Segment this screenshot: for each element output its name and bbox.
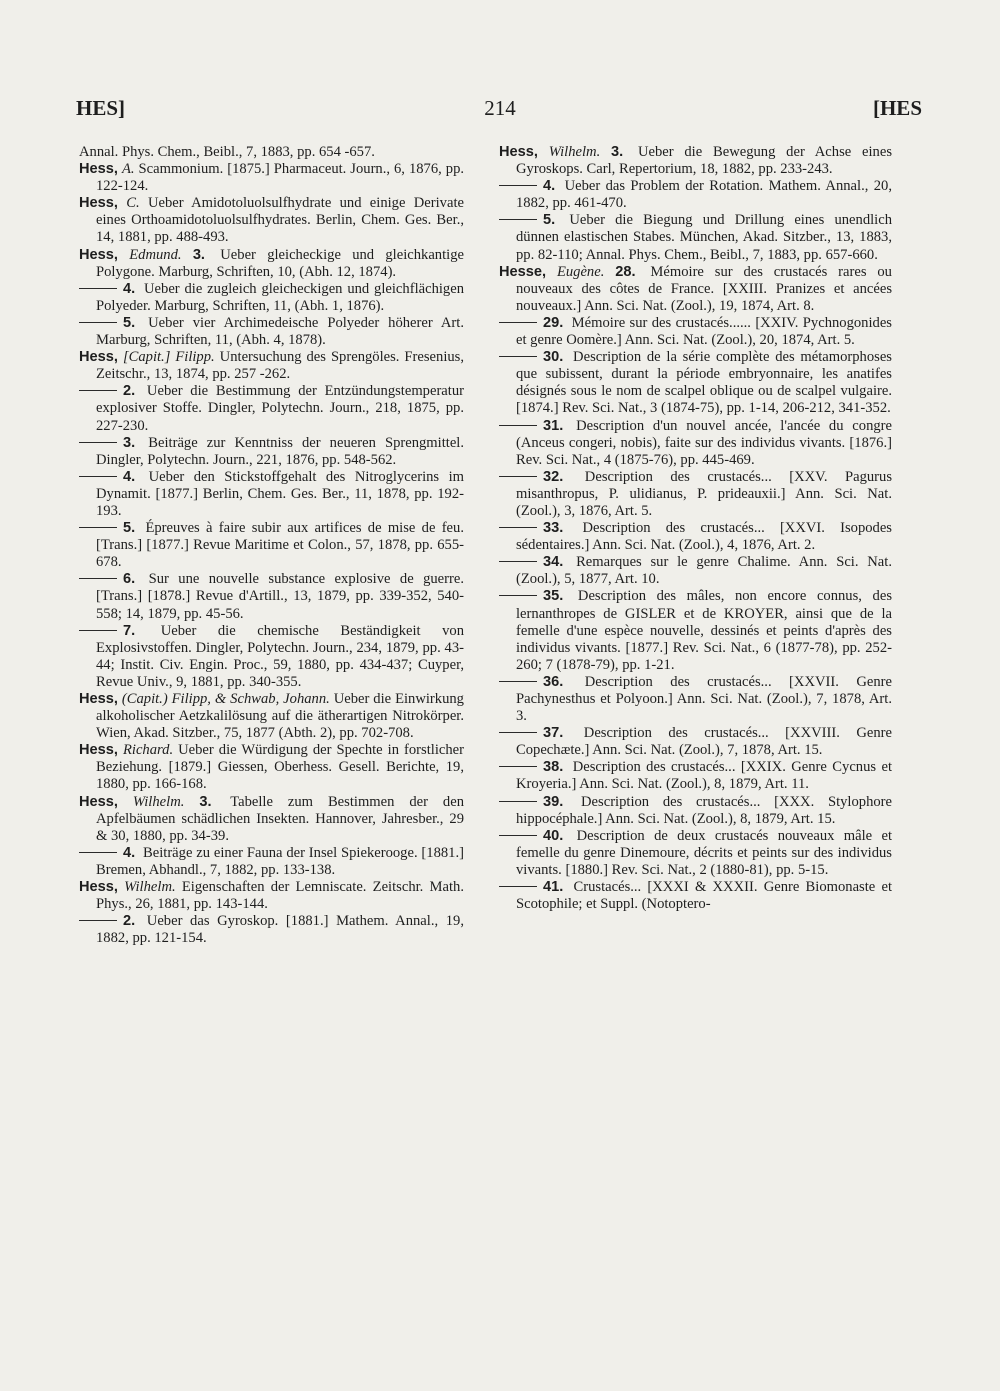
bibliography-entry — [499, 588, 892, 673]
repeat-author-dash — [499, 219, 537, 220]
repeat-author-dash — [499, 561, 537, 562]
header-left: HES] — [76, 96, 126, 120]
bibliography-entry — [499, 725, 892, 759]
entry-text: Description des crustacés... [XXIX. Genre Cycnus et Kroyeria.] Ann. Sci. Nat. (Zool.), 8, 1879, Art. 11. — [516, 759, 892, 793]
entry-text: Eigenschaften der Lemniscate. Zeitschr. Math. Phys., 26, 1881, pp. 143-144. — [96, 879, 464, 913]
repeat-author-dash — [79, 322, 117, 323]
repeat-author-dash — [79, 852, 117, 853]
page-number: 214 — [484, 96, 516, 120]
repeat-author-dash — [79, 527, 117, 528]
entry-number: 38. — [543, 759, 564, 776]
entry-number: 5. — [123, 314, 136, 331]
entry-number: 5. — [123, 520, 136, 537]
entry-number: 30. — [543, 349, 564, 366]
entry-text: Ueber Amidotoluolsulfhydrate und einige Derivate eines Orthoamidotoluolsulfhydrates. Berlin, Chem. Ges. Ber., 14, 1881, pp. 488-493. — [96, 195, 464, 246]
author-forename: Wilhelm. — [548, 144, 601, 160]
author-surname: Hess, — [79, 742, 118, 759]
entry-number: 40. — [543, 827, 564, 844]
bibliography-entry — [499, 879, 892, 913]
bibliography-entry — [79, 913, 464, 947]
author-surname: Hess, — [499, 144, 538, 160]
author-surname: Hess, — [79, 691, 118, 707]
entry-text: Ueber das Problem der Rotation. Mathem. Annal., 20, 1882, pp. 461-470. — [516, 178, 893, 212]
entry-number: 6. — [123, 571, 136, 588]
bibliography-entry — [79, 161, 464, 195]
bibliography-entry — [499, 349, 892, 417]
entry-number: 39. — [543, 793, 564, 810]
entry-text: Épreuves à faire subir aux artifices de mise de feu. [Trans.] [1877.] Revue Maritime et Colon., 57, 1878, pp. 655-678. — [96, 520, 464, 571]
entry-number: 3. — [123, 434, 136, 451]
entry-number: 37. — [543, 725, 564, 742]
entry-text: Description des crustacés... [XXV. Pagurus misanthropus, P. ulidianus, P. prideauxii.] Ann. Sci. Nat. (Zool.), 3, 1876, Art. 5. — [516, 468, 892, 519]
bibliography-entry — [79, 195, 464, 246]
repeat-author-dash — [499, 835, 537, 836]
entry-text: Description des crustacés... [XXX. Stylophore hippocéphale.] Ann. Sci. Nat. (Zool.), 8, 1879, Art. 15. — [516, 793, 892, 827]
repeat-author-dash — [79, 630, 117, 631]
entry-number: 33. — [543, 520, 564, 537]
left-column — [79, 144, 464, 947]
entry-text: Description des mâles, non encore connus, des lernanthropes de GISLER et de KROYER, ainsi que de la femelle d'une espèce nouvelle, dessinés et peints d'après des individus vivants. [1877.] Rev. Sci. Nat., 6 (1877-78), pp. 252-260; 7 (1878-79), pp. 1-21. — [516, 588, 892, 673]
bibliography-entry — [499, 469, 892, 520]
entry-text: Annal. Phys. Chem., Beibl., 7, 1883, pp. 654 -657. — [79, 144, 375, 160]
author-surname: Hess, — [79, 879, 118, 896]
entry-text: Sur une nouvelle substance explosive de guerre. [Trans.] [1878.] Revue d'Artill., 13, 1879, pp. 339-352, 540-558; 14, 1879, pp. 45-56. — [96, 571, 464, 622]
entry-text: Ueber vier Archimedeische Polyeder höherer Art. Marburg, Schriften, 11, (Abh. 4, 1878). — [96, 314, 464, 349]
bibliography-entry — [79, 383, 464, 434]
entry-number: 3. — [199, 793, 212, 810]
author-forename: (Capit.) Filipp, & Schwab, Johann. — [121, 691, 330, 707]
entry-number: 36. — [543, 673, 564, 690]
entry-text: Ueber gleicheckige und gleichkantige Polygone. Marburg, Schriften, 10, (Abh. 12, 1874). — [96, 246, 464, 280]
page-header — [0, 96, 1000, 130]
entry-number: 4. — [123, 468, 136, 485]
author-forename: Eugène. — [556, 263, 605, 280]
bibliography-entry — [79, 247, 464, 281]
bibliography-entry — [499, 554, 892, 588]
repeat-author-dash — [79, 288, 117, 289]
bibliography-entry — [79, 349, 464, 383]
entry-number: 28. — [615, 263, 636, 280]
bibliography-entry — [79, 315, 464, 349]
author-forename: Wilhelm. — [124, 879, 176, 896]
entry-text: Beiträge zur Kenntniss der neueren Sprengmittel. Dingler, Polytechn. Journ., 221, 1876, pp. 548-562. — [96, 434, 464, 468]
entry-number: 29. — [543, 314, 564, 331]
entry-text: Untersuchung des Sprengöles. Fresenius, Zeitschr., 13, 1874, pp. 257 -262. — [96, 349, 465, 383]
entry-text: Description des crustacés... [XXVIII. Genre Copechæte.] Ann. Sci. Nat. (Zool.), 7, 1878, Art. 15. — [516, 725, 892, 759]
entry-text: Crustacés... [XXXI & XXXII. Genre Biomonaste et Scotophile; et Suppl. (Notoptero- — [516, 879, 892, 913]
repeat-author-dash — [499, 425, 537, 426]
entry-text: Beiträge zu einer Fauna der Insel Spiekerooge. [1881.] Bremen, Abhandl., 7, 1882, pp. 133-138. — [96, 844, 464, 878]
bibliography-entry — [79, 742, 464, 793]
author-forename: Edmund. — [129, 246, 182, 263]
author-surname: Hess, — [79, 161, 118, 178]
entry-number: 32. — [543, 468, 564, 485]
author-forename: C. — [126, 195, 140, 212]
bibliography-entry — [499, 828, 892, 879]
author-surname: Hess, — [79, 349, 118, 366]
entry-number: 4. — [543, 178, 556, 195]
entry-number: 3. — [192, 246, 205, 263]
bibliography-entry — [499, 520, 892, 554]
repeat-author-dash — [79, 390, 117, 391]
entry-number: 3. — [611, 144, 624, 160]
repeat-author-dash — [499, 801, 537, 802]
repeat-author-dash — [499, 476, 537, 477]
repeat-author-dash — [499, 356, 537, 357]
bibliography-entry — [79, 281, 464, 315]
entry-text: Description de deux crustacés nouveaux mâle et femelle du genre Dinemoure, décrits et peints sur des individus vivants. [1880.] Rev. Sci. Nat., 2 (1880-81), pp. 5-15. — [516, 827, 892, 878]
entry-text: Ueber die Biegung und Drillung eines unendlich dünnen elastischen Stabes. München, Akad. Sitzber., 13, 1883, pp. 82-110; Annal. Phys. Chem., Beibl., 7, 1883, pp. 657-660. — [516, 212, 893, 263]
entry-text: Remarques sur le genre Chalime. Ann. Sci. Nat. (Zool.), 5, 1877, Art. 10. — [516, 554, 892, 588]
bibliography-entry — [499, 315, 892, 349]
bibliography-entry — [79, 623, 464, 691]
repeat-author-dash — [79, 442, 117, 443]
entry-text: Scammonium. [1875.] Pharmaceut. Journ., 6, 1876, pp. 122-124. — [96, 161, 465, 195]
bibliography-entry — [499, 212, 892, 263]
bibliography-entry — [79, 794, 464, 845]
bibliography-entry — [499, 178, 892, 212]
repeat-author-dash — [79, 578, 117, 579]
entry-number: 34. — [543, 554, 564, 571]
entry-text: Mémoire sur des crustacés rares ou nouveaux des côtes de France. [XXIII. Pranizes et ancées nouveaux.] Ann. Sci. Nat. (Zool.), 19, 1874, Art. 8. — [516, 263, 892, 314]
bibliography-entry — [499, 674, 892, 725]
header-right: [HES — [872, 96, 922, 120]
author-surname: Hess, — [79, 246, 118, 263]
entry-number: 7. — [123, 622, 136, 639]
author-forename: Richard. — [122, 742, 174, 759]
entry-text: Ueber die Bestimmung der Entzündungstemperatur explosiver Stoffe. Dingler, Polytechn. Journ., 218, 1875, pp. 227-230. — [96, 383, 464, 434]
bibliography-entry — [79, 571, 464, 622]
repeat-author-dash — [499, 886, 537, 887]
repeat-author-dash — [499, 681, 537, 682]
bibliography-entry — [79, 879, 464, 913]
entry-number: 35. — [543, 588, 564, 605]
author-surname: Hess, — [79, 793, 118, 810]
bibliography-entry — [499, 144, 892, 178]
entry-number: 5. — [543, 212, 556, 229]
bibliography-entry — [499, 264, 892, 315]
entry-text: Ueber die zugleich gleicheckigen und gleichflächigen Polyeder. Marburg, Schriften, 11, (Abh. 1, 1876). — [96, 280, 464, 314]
entry-text: Mémoire sur des crustacés...... [XXIV. Pychnogonides et genre Oomère.] Ann. Sci. Nat. (Zool.), 20, 1874, Art. 5. — [516, 314, 892, 349]
repeat-author-dash — [79, 920, 117, 921]
bibliography-entry — [79, 520, 464, 571]
repeat-author-dash — [499, 185, 537, 186]
entry-number: 4. — [123, 844, 136, 861]
entry-text: Description des crustacés... [XXVI. Isopodes sédentaires.] Ann. Sci. Nat. (Zool.), 4, 1876, Art. 2. — [516, 520, 892, 554]
entry-number: 2. — [123, 913, 136, 930]
entry-text: Description des crustacés... [XXVII. Genre Pachynesthus et Polyoon.] Ann. Sci. Nat. (Zool.), 7, 1878, Art. 3. — [516, 673, 892, 725]
repeat-author-dash — [499, 595, 537, 596]
author-forename: Wilhelm. — [132, 793, 185, 810]
bibliography-entry — [79, 144, 464, 161]
entry-text: Ueber die Bewegung der Achse eines Gyroskops. Carl, Repertorium, 18, 1882, pp. 233-243. — [516, 144, 892, 178]
repeat-author-dash — [499, 766, 537, 767]
repeat-author-dash — [79, 476, 117, 477]
entry-text: Ueber das Gyroskop. [1881.] Mathem. Annal., 19, 1882, pp. 121-154. — [96, 913, 464, 947]
entry-number: 4. — [123, 280, 136, 297]
entry-text: Description d'un nouvel ancée, l'ancée du congre (Anceus congeri, nobis), faite sur des individus vivants. [1876.] Rev. Sci. Nat., 4 (1875-76), pp. 445-469. — [516, 417, 892, 468]
entry-number: 31. — [543, 417, 564, 434]
author-forename: A. — [121, 161, 135, 178]
author-surname: Hess, — [79, 195, 118, 212]
entry-text: Ueber die Würdigung der Spechte in forstlicher Beziehung. [1879.] Giessen, Oberhess. Gesell. Berichte, 19, 1880, pp. 166-168. — [96, 742, 464, 793]
entry-text: Ueber die chemische Beständigkeit von Explosivstoffen. Dingler, Polytechn. Journ., 234, 1879, pp. 43-44; Instit. Civ. Engin. Proc., 59, 1880, pp. 434-437; Cuyper, Revue Univ., 9, 1881, pp. 340-355. — [96, 622, 464, 690]
bibliography-entry — [79, 845, 464, 879]
repeat-author-dash — [499, 322, 537, 323]
repeat-author-dash — [499, 732, 537, 733]
right-column — [499, 144, 892, 913]
entry-text: Ueber die Einwirkung alkoholischer Aetzkalilösung auf die ätherartigen Nitrokörper. Wien, Akad. Sitzber., 75, 1877 (Abth. 2), pp. 702-708. — [96, 691, 464, 742]
bibliography-entry — [79, 469, 464, 520]
bibliography-entry — [499, 759, 892, 793]
entry-text: Ueber den Stickstoffgehalt des Nitroglycerins im Dynamit. [1877.] Berlin, Chem. Ges. Ber., 11, 1878, pp. 192-193. — [96, 468, 464, 519]
bibliography-entry — [79, 435, 464, 469]
entry-text: Description de la série complète des métamorphoses que subissent, durant la période embryonnaire, les anatifes désignés sous le nom de scalpel oblique ou de scalpel vulgaire. [1874.] Rev. Sci. Nat., 3 (1874-75), pp. 1-14, 206-212, 341-352. — [516, 349, 892, 417]
bibliography-entry — [79, 691, 464, 742]
entry-number: 2. — [123, 383, 136, 400]
bibliography-entry — [499, 418, 892, 469]
author-surname: Hesse, — [499, 263, 547, 280]
entry-text: Tabelle zum Bestimmen der den Apfelbäumen schädlichen Insekten. Hannover, Jahresber., 29 & 30, 1880, pp. 34-39. — [96, 793, 465, 844]
repeat-author-dash — [499, 527, 537, 528]
bibliography-entry — [499, 794, 892, 828]
author-forename: [Capit.] Filipp. — [122, 349, 215, 366]
entry-number: 41. — [543, 879, 564, 896]
